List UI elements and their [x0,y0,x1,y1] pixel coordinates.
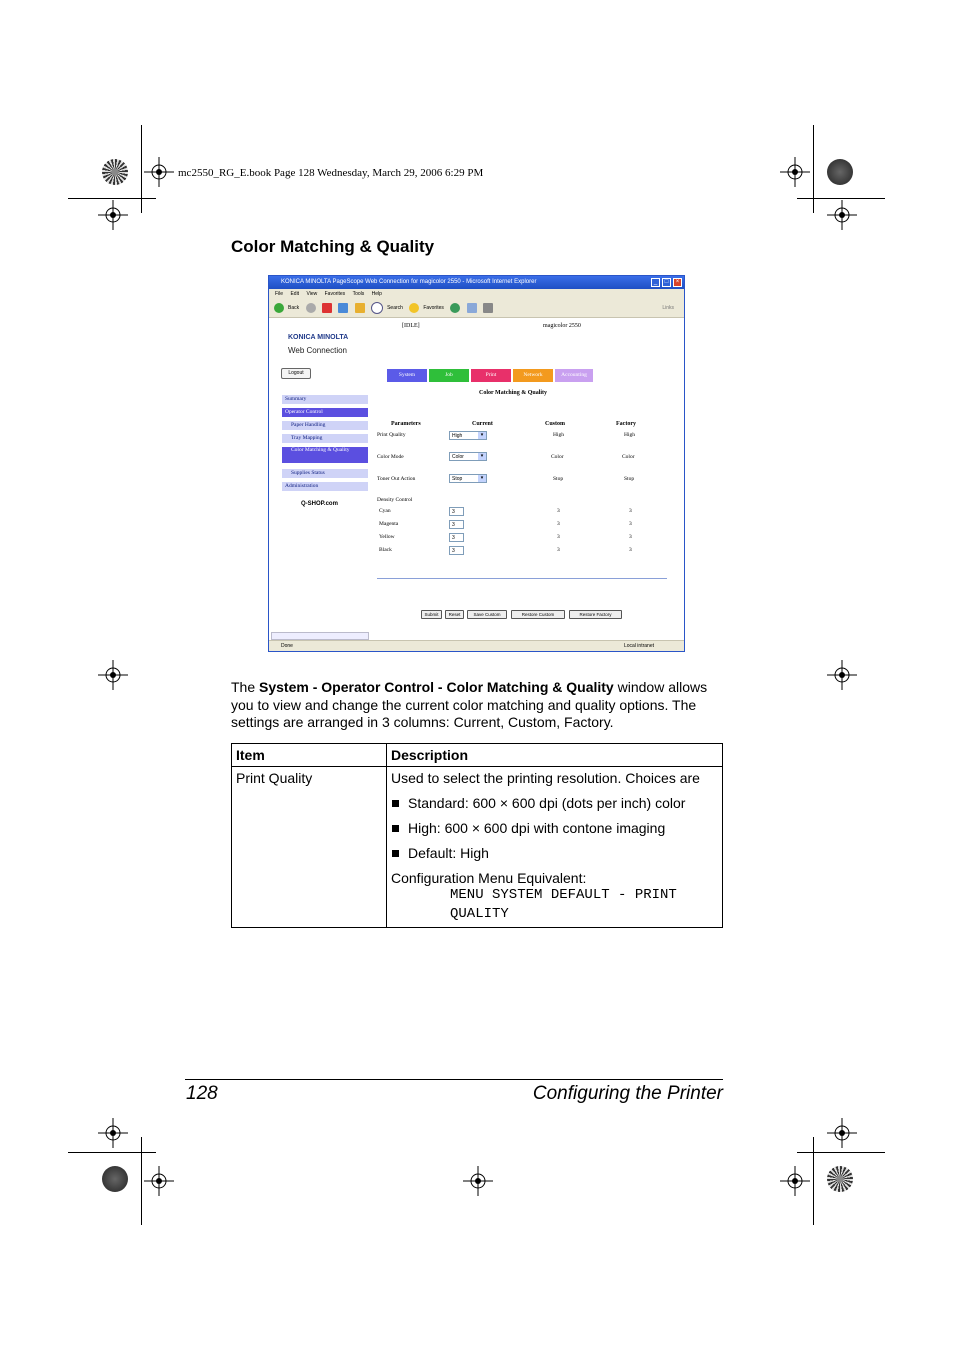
tab-job[interactable]: Job [429,369,469,382]
footer-rule [185,1079,723,1080]
intro-pre: The [231,679,260,695]
magenta-label: Magenta [379,521,399,527]
restore-factory-button[interactable]: Restore Factory [569,610,622,619]
print-quality-label: Print Quality [377,432,406,438]
tab-network[interactable]: Network [513,369,553,382]
config-label: Configuration Menu Equivalent: [391,870,587,886]
chevron-down-icon[interactable]: ▾ [478,432,486,439]
nav-tray-mapping[interactable]: Tray Mapping [282,434,368,443]
home-icon[interactable] [355,303,365,313]
header-description [387,744,723,767]
registration-mark-icon [98,660,128,690]
favorites-button[interactable]: Favorites [423,305,444,311]
menu-favorites[interactable]: Favorites [324,291,346,297]
print-quality-custom: High [553,432,564,438]
registration-mark-icon [780,1166,810,1196]
magenta-input[interactable]: 3 [449,520,464,529]
printer-status: [IDLE] [402,323,420,329]
table-header-row [232,744,723,767]
menu-file[interactable]: File [275,291,284,297]
nav-supplies-status[interactable]: Supplies Status [282,469,368,478]
page-number: 128 [186,1083,218,1104]
menu-help[interactable]: Help [371,291,382,297]
registration-mark-icon [827,660,857,690]
save-custom-button[interactable]: Save Custom [467,610,507,619]
nav-summary[interactable]: Summary [282,395,368,404]
yellow-label: Yellow [379,534,395,540]
print-quality-factory: High [624,432,635,438]
reset-button[interactable]: Reset [445,610,464,619]
mail-icon[interactable] [467,303,477,313]
favorites-icon[interactable] [409,303,419,313]
divider [377,578,667,579]
crop-mark [797,1152,885,1153]
magenta-custom: 3 [557,521,560,527]
window-title: KONICA MINOLTA PageScope Web Connection for magicolor 2550 - Microsoft Internet Explorer [269,276,684,289]
color-mode-factory: Color [622,454,635,460]
tab-print[interactable]: Print [471,369,511,382]
status-zone: Local intranet [623,643,654,649]
magenta-factory: 3 [629,521,632,527]
bullet-standard: Standard: 600 × 600 dpi (dots per inch) color [391,795,718,811]
print-quality-select[interactable] [449,431,487,440]
crop-mark [813,125,814,213]
registration-mark-icon [98,1118,128,1148]
page-content [271,318,681,630]
registration-mark-icon [463,1166,493,1196]
registration-mark-icon [98,200,128,230]
print-quality-value: High [452,433,463,439]
maximize-icon[interactable]: □ [662,278,671,287]
color-bar-icon [827,159,853,185]
registration-mark-icon [780,157,810,187]
color-bar-icon [102,1166,128,1192]
color-bar-icon [827,1166,853,1192]
description-cell [387,767,723,928]
nav-paper-handling[interactable]: Paper Handling [282,421,368,430]
cyan-label: Cyan [379,508,391,514]
horizontal-scrollbar[interactable] [271,632,369,640]
color-bar-icon [102,159,128,185]
registration-mark-icon [827,1118,857,1148]
forward-icon[interactable] [306,303,316,313]
links-label[interactable]: Links [662,305,674,311]
status-bar [269,640,684,651]
menu-edit[interactable]: Edit [290,291,300,297]
bullet-high: High: 600 × 600 dpi with contone imaging [391,820,718,836]
search-button[interactable]: Search [387,305,403,311]
description-table [231,743,723,928]
crop-mark [68,1152,156,1153]
chevron-down-icon[interactable]: ▾ [478,475,486,482]
toner-out-label: Toner Out Action [377,476,416,482]
intro-paragraph [231,679,723,732]
item-print-quality: Print Quality [232,767,387,928]
search-icon[interactable] [371,302,383,314]
crop-mark [797,198,885,199]
yellow-factory: 3 [629,534,632,540]
col-parameters: Parameters [391,421,421,427]
black-label: Black [379,547,392,553]
cyan-custom: 3 [557,508,560,514]
qshop-logo[interactable]: Q-SHOP.com [301,501,338,507]
toner-out-value: Stop [452,476,463,482]
nav-administration[interactable]: Administration [282,482,368,491]
nav-color-matching[interactable]: Color Matching & Quality [282,447,368,463]
intro-post: window allows you to view and change the current color matching and quality options. The settings are arranged in 3 columns: Current, Custom, Factory. [231,679,708,731]
crop-mark [141,125,142,213]
restore-custom-button[interactable]: Restore Custom [511,610,565,619]
cyan-factory: 3 [629,508,632,514]
submit-button[interactable]: Submit [421,610,442,619]
registration-mark-icon [827,200,857,230]
cyan-input[interactable]: 3 [449,507,464,516]
back-button[interactable]: Back [288,305,300,311]
col-factory: Factory [616,421,636,427]
tab-accounting[interactable]: Accounting [555,369,593,382]
config-value: MENU SYSTEM DEFAULT - PRINT QUALITY [450,887,677,922]
minimize-icon[interactable]: _ [651,278,660,287]
toner-out-factory: Stop [624,476,635,482]
back-icon[interactable] [274,303,284,313]
toolbar [269,299,684,318]
intro-bold: System - Operator Control - Color Matching & Quality [259,679,614,695]
brand-logo: KONICA MINOLTA [288,334,349,341]
col-current: Current [472,421,493,427]
color-mode-label: Color Mode [377,454,404,460]
toner-out-select[interactable] [449,474,487,483]
status-done: Done [281,643,293,649]
tab-system[interactable]: System [387,369,427,382]
close-icon[interactable]: × [673,278,682,287]
chevron-down-icon[interactable]: ▾ [478,453,486,460]
header-item-label: Item [236,747,265,763]
yellow-input[interactable]: 3 [449,533,464,542]
header-note: mc2550_RG_E.book Page 128 Wednesday, March 29, 2006 6:29 PM [178,167,484,179]
stop-icon[interactable] [322,303,332,313]
header-item [232,744,387,767]
color-mode-select[interactable] [449,452,487,461]
logout-button[interactable]: Logout [281,368,311,379]
chapter-title: Configuring the Printer [532,1083,723,1104]
printer-model: magicolor 2550 [543,323,581,329]
black-input[interactable]: 3 [449,546,464,555]
registration-mark-icon [144,157,174,187]
black-factory: 3 [629,547,632,553]
history-icon[interactable] [450,303,460,313]
crop-mark [141,1137,142,1225]
menu-view[interactable]: View [306,291,318,297]
bullet-default: Default: High [391,845,718,861]
color-mode-custom: Color [551,454,564,460]
density-control-label: Density Control [377,497,413,503]
refresh-icon[interactable] [338,303,348,313]
browser-screenshot [268,275,685,652]
crop-mark [68,198,156,199]
registration-mark-icon [144,1166,174,1196]
menu-tools[interactable]: Tools [352,291,365,297]
settings-heading: Color Matching & Quality [479,390,548,396]
color-mode-value: Color [452,454,464,460]
toner-out-custom: Stop [553,476,564,482]
header-description-label: Description [391,747,469,763]
col-custom: Custom [545,421,566,427]
section-title: Color Matching & Quality [231,237,435,256]
black-custom: 3 [557,547,560,553]
web-connection-logo: Web Connection [288,346,347,355]
yellow-custom: 3 [557,534,560,540]
description-intro: Used to select the printing resolution. Choices are [391,770,700,786]
nav-operator-control[interactable]: Operator Control [282,408,368,417]
print-icon[interactable] [483,303,493,313]
crop-mark [813,1137,814,1225]
table-row [232,767,723,928]
